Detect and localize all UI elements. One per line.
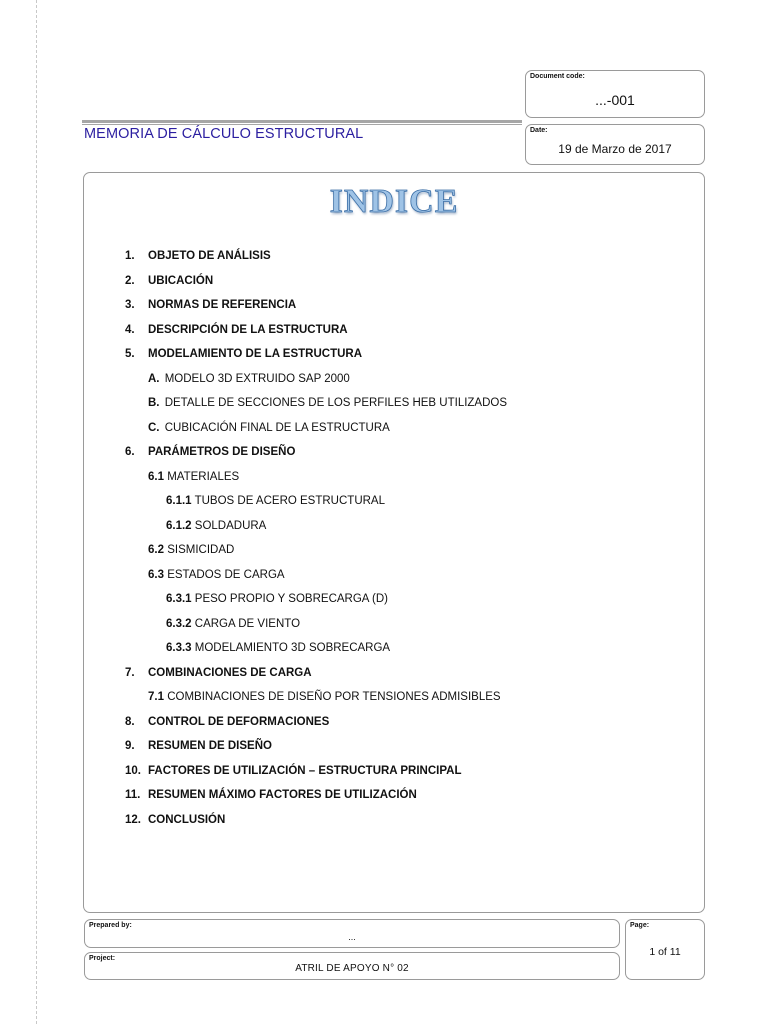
title-underline: [82, 120, 522, 123]
toc-item: [125, 274, 214, 287]
index-panel: [83, 172, 705, 913]
toc-item: [125, 323, 348, 336]
prepared-by-value: ...: [348, 932, 356, 942]
toc-item-number: 10.: [125, 764, 141, 777]
toc-item-number: 7.1: [148, 691, 164, 703]
toc-item: [125, 813, 226, 826]
toc-item-label: OBJETO DE ANÁLISIS: [148, 250, 271, 262]
date-box: [525, 124, 705, 165]
toc-item: [125, 715, 330, 728]
toc-item: [125, 789, 417, 801]
toc-item: [125, 446, 296, 458]
toc-item-label: COMBINACIONES DE DISEÑO POR TENSIONES ADMISIBLES: [167, 691, 501, 703]
toc-item: [166, 495, 385, 507]
toc-item: [166, 520, 266, 532]
title-underline-thin: [82, 124, 522, 125]
toc-item-label: RESUMEN MÁXIMO FACTORES DE UTILIZACIÓN: [148, 789, 417, 801]
page-box: [625, 919, 705, 980]
toc-item-number: A.: [148, 372, 160, 385]
toc-item-number: 5.: [125, 348, 135, 360]
toc-item: [148, 422, 390, 434]
toc-item-label: COMBINACIONES DE CARGA: [148, 666, 312, 679]
toc-item-number: B.: [148, 397, 160, 409]
toc-item-label: PARÁMETROS DE DISEÑO: [148, 446, 296, 458]
toc-item-label: NORMAS DE REFERENCIA: [148, 299, 297, 311]
toc-item: [166, 593, 388, 605]
toc-item-label: SISMICIDAD: [167, 544, 235, 556]
toc-item-label: MODELAMIENTO 3D SOBRECARGA: [194, 642, 391, 654]
page-number: 1 of 11: [649, 946, 681, 958]
date-label: Date:: [530, 127, 548, 134]
toc-item: [125, 764, 462, 777]
toc-item-label: ESTADOS DE CARGA: [167, 568, 285, 581]
toc-item: [125, 250, 271, 262]
toc-item-number: 6.3.2: [166, 617, 192, 630]
project-label: Project:: [89, 955, 116, 962]
document-code-box: [525, 70, 705, 118]
toc-item: [125, 299, 297, 311]
toc-item-label: TUBOS DE ACERO ESTRUCTURAL: [194, 495, 385, 507]
document-code-value: ...-001: [595, 92, 635, 108]
toc-item-number: 6.3.3: [166, 642, 192, 654]
toc-item-number: 6.1.2: [166, 519, 192, 532]
toc-item-number: 6.1.1: [166, 495, 192, 507]
toc-item-label: CONCLUSIÓN: [148, 813, 226, 826]
toc-item: [166, 642, 390, 654]
prepared-by-box: [84, 919, 620, 948]
project-value: ATRIL DE APOYO N° 02: [295, 963, 409, 974]
page-label: Page:: [630, 922, 650, 929]
toc-item: [125, 740, 272, 752]
toc-item-number: 4.: [125, 323, 135, 336]
project-box: [84, 952, 620, 980]
toc-item-label: CARGA DE VIENTO: [194, 617, 301, 630]
toc-item: [148, 397, 507, 409]
toc-item-label: CONTROL DE DEFORMACIONES: [148, 715, 330, 728]
toc-item-number: C.: [148, 421, 160, 434]
toc-item-label: MATERIALES: [167, 470, 240, 483]
toc-item-number: 9.: [125, 740, 135, 752]
toc-item: [148, 691, 501, 703]
toc-item: [166, 618, 300, 630]
toc-item-number: 12.: [125, 813, 141, 826]
toc-item: [125, 348, 363, 360]
toc-item-label: PESO PROPIO Y SOBRECARGA (D): [194, 593, 388, 605]
toc-item: [148, 373, 350, 385]
toc-item: [148, 544, 234, 556]
toc-item: [148, 569, 285, 581]
toc-item-number: 8.: [125, 715, 135, 728]
index-heading: INDICE: [329, 183, 459, 220]
toc-item-label: UBICACIÓN: [148, 274, 214, 287]
toc-item-number: 6.2: [148, 544, 164, 556]
toc-item-number: 6.1: [148, 470, 164, 483]
table-of-contents: [84, 173, 704, 912]
toc-item-number: 11.: [125, 789, 141, 801]
toc-item-label: FACTORES DE UTILIZACIÓN – ESTRUCTURA PRINCIPAL: [148, 764, 462, 777]
toc-item-label: CUBICACIÓN FINAL DE LA ESTRUCTURA: [164, 421, 390, 434]
toc-item-label: RESUMEN DE DISEÑO: [148, 740, 272, 752]
toc-item-label: SOLDADURA: [194, 519, 267, 532]
toc-item: [125, 666, 312, 679]
toc-item-number: 2.: [125, 274, 135, 287]
toc-item-number: 6.: [125, 446, 135, 458]
toc-item-number: 6.3.1: [166, 593, 192, 605]
toc-item-label: MODELAMIENTO DE LA ESTRUCTURA: [148, 348, 363, 360]
toc-item-label: DESCRIPCIÓN DE LA ESTRUCTURA: [148, 323, 348, 336]
date-value: 19 de Marzo de 2017: [558, 142, 672, 156]
toc-item-label: MODELO 3D EXTRUIDO SAP 2000: [164, 372, 350, 385]
toc-item-number: 3.: [125, 299, 135, 311]
toc-item-number: 1.: [125, 250, 135, 262]
toc-item-label: DETALLE DE SECCIONES DE LOS PERFILES HEB UTILIZADOS: [164, 397, 508, 409]
document-code-label: Document code:: [530, 73, 585, 80]
prepared-by-label: Prepared by:: [89, 922, 132, 929]
toc-item: [148, 471, 239, 483]
document-title: MEMORIA DE CÁLCULO ESTRUCTURAL: [84, 126, 364, 142]
page-margin-rule: [36, 0, 37, 1024]
toc-item-number: 6.3: [148, 568, 164, 581]
toc-item-number: 7.: [125, 666, 135, 679]
